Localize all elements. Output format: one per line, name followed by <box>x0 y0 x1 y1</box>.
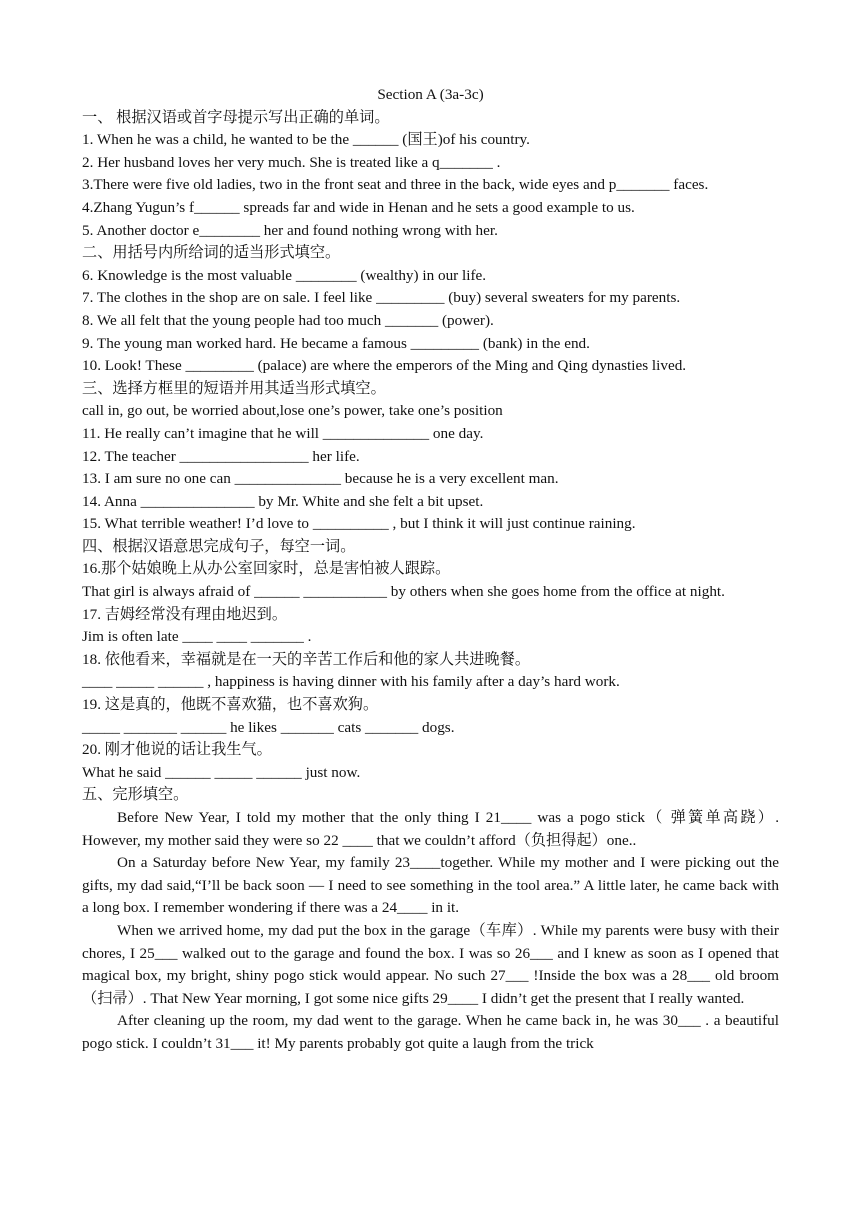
cloze-paragraph: On a Saturday before New Year, my family 23____together. While my mother and I were picking out the gifts, my dad said,“I’ll be back soon — I need to see something in the tool area.” A little later, he came back with a long box. I remember wondering if there was a 24____ in it. <box>82 854 779 917</box>
worksheet-line: 5. Another doctor e________ her and found nothing wrong with her. <box>82 221 498 239</box>
worksheet-line: 12. The teacher _________________ her life. <box>82 447 360 465</box>
worksheet-line: 二、用括号内所给词的适当形式填空。 <box>82 244 341 262</box>
worksheet-line: 6. Knowledge is the most valuable ________ (wealthy) in our life. <box>82 266 487 284</box>
worksheet-line: 三、选择方框里的短语并用其适当形式填空。 <box>82 379 386 397</box>
worksheet-line: call in, go out, be worried about,lose one’s power, take one’s position <box>82 402 503 420</box>
worksheet-line: 四、根据汉语意思完成句子，每空一词。 <box>82 537 356 555</box>
section-title: Section A (3a-3c) <box>377 86 484 103</box>
worksheet-line: 13. I am sure no one can ______________ because he is a very excellent man. <box>82 470 559 488</box>
worksheet-line: 20. 刚才他说的话让我生气。 <box>82 741 272 759</box>
worksheet-line: 1. When he was a child, he wanted to be the ______ (国王)of his country. <box>82 131 530 149</box>
worksheet-line: 7. The clothes in the shop are on sale. I feel like _________ (buy) several sweaters for my parents. <box>82 289 681 307</box>
worksheet-line: What he said ______ _____ ______ just now. <box>82 763 361 781</box>
worksheet-line: _____ _______ ______ he likes _______ cats _______ dogs. <box>82 718 455 736</box>
worksheet-line: 一、 根据汉语或首字母提示写出正确的单词。 <box>82 108 390 126</box>
worksheet-line: 4.Zhang Yugun’s f______ spreads far and wide in Henan and he sets a good example to us. <box>82 198 635 216</box>
worksheet-body <box>82 107 779 1056</box>
worksheet-line: 17. 吉姆经常没有理由地迟到。 <box>82 605 288 623</box>
worksheet-line: 9. The young man worked hard. He became a famous _________ (bank) in the end. <box>82 334 590 352</box>
worksheet-line: 14. Anna _______________ by Mr. White and she felt a bit upset. <box>82 492 484 510</box>
worksheet-line: 18. 依他看来，幸福就是在一天的辛苦工作后和他的家人共进晚餐。 <box>82 650 531 668</box>
worksheet-line: 15. What terrible weather! I’d love to __________ , but I think it will just continue raining. <box>82 515 636 533</box>
worksheet-line: Jim is often late ____ ____ _______ . <box>82 628 312 646</box>
worksheet-line: 11. He really can’t imagine that he will ______________ one day. <box>82 424 484 442</box>
worksheet-line: 3.There were five old ladies, two in the front seat and three in the back, wide eyes and p_______ faces. <box>82 176 709 194</box>
worksheet-page <box>82 84 779 1056</box>
cloze-paragraph: After cleaning up the room, my dad went to the garage. When he came back in, he was 30___ . a beautiful pogo stick. I couldn’t 31___ it! My parents probably got quite a laugh from the trick <box>82 1012 779 1052</box>
cloze-paragraph: Before New Year, I told my mother that the only thing I 21____ was a pogo stick（ 弹簧单高跷）. However, my mother said they were so 22 ____ that we couldn’t afford（负担得起）one.. <box>82 809 779 849</box>
worksheet-line: 8. We all felt that the young people had too much _______ (power). <box>82 311 494 329</box>
worksheet-line: 10. Look! These _________ (palace) are where the emperors of the Ming and Qing dynasties lived. <box>82 357 687 375</box>
worksheet-line: That girl is always afraid of ______ ___________ by others when she goes home from the office at night. <box>82 583 725 601</box>
cloze-paragraph: When we arrived home, my dad put the box in the garage（车库）. While my parents were busy with their chores, I 25___ walked out to the garage and found the box. I was so 26___ and I knew as soon as I opened that magical box, my bright, shiny pogo stick would appear. No such 27___ !Inside the box was a 28___ old broom（扫帚）. That New Year morning, I got some nice gifts 29____ I didn’t get the present that I really wanted. <box>82 921 779 1007</box>
worksheet-line: 五、完形填空。 <box>82 786 189 804</box>
worksheet-line: 2. Her husband loves her very much. She is treated like a q_______ . <box>82 153 501 171</box>
worksheet-line: 19. 这是真的，他既不喜欢猫，也不喜欢狗。 <box>82 696 379 714</box>
worksheet-line: 16.那个姑娘晚上从办公室回家时，总是害怕被人跟踪。 <box>82 560 451 578</box>
worksheet-line: ____ _____ ______ , happiness is having dinner with his family after a day’s hard work. <box>82 673 620 691</box>
